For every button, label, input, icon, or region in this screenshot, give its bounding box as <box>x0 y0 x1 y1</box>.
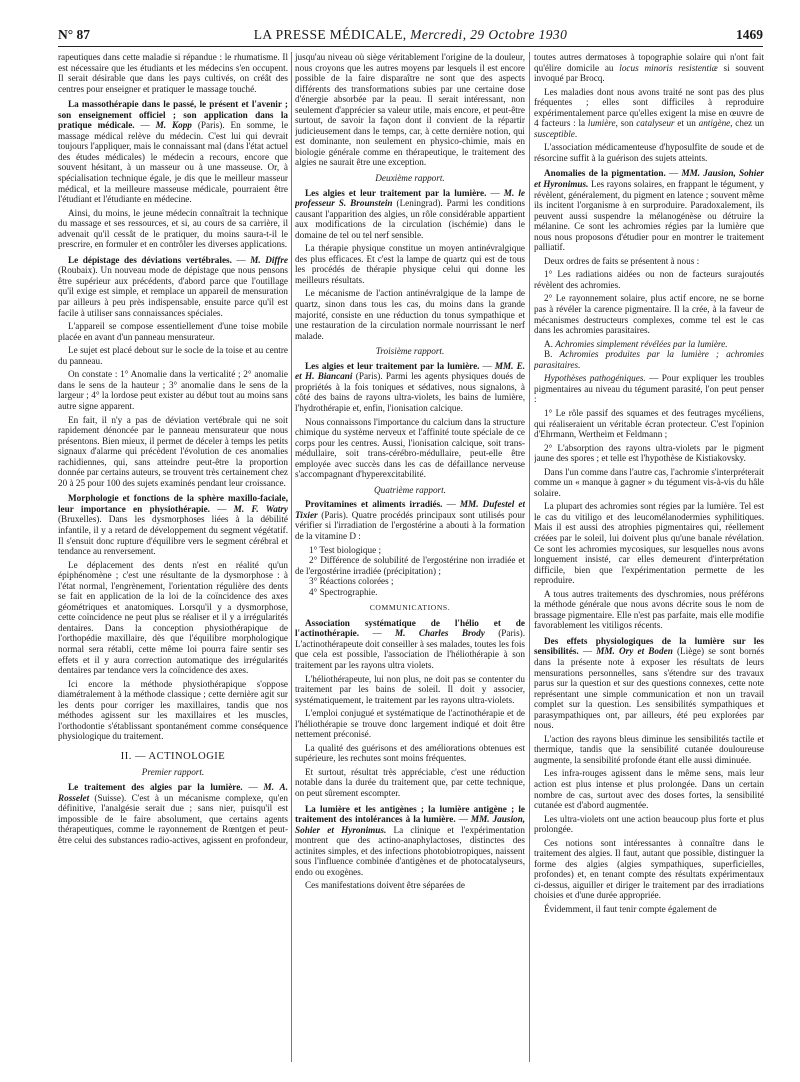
article-author: M. Diffre <box>250 254 288 265</box>
paragraph: jusqu'au niveau où siège véritablement l'origine de la douleur, nous croyons que les autres moyens par lesquels il est encore possible de la faire disparaître ne sont que des aspects différents des transformations subies par une certaine dose d'énergie absorbée par la peau. Il serait intéressant, non seulement d'apprécier sa valeur utile, mais encore, et peut-être surtout, de savoir la façon dont il convient de la répartir judicieusement dans le temps, car, à cette dernière notion, qui est dominante, non seulement en physico-chimie, mais en biologie générale comme en thérapeutique, le traitement des algies ne saurait être une exception. <box>295 52 525 168</box>
article-body: (Paris). En somme, le massage médical relève du médecin. C'est lui qui devrait toujours l'appliquer, mais le connaissant mal (dans l'état actuel des études médicales) le médecin a recours, encore que souvent hésitant, à un masseur ou à une masseuse. Or, à spécialisation technique égale, je dis que le meilleur masseur médical, et la meilleure masseuse médicale, pourraient être l'étudiant et l'étudiante en médecine. <box>58 120 288 205</box>
header-rule <box>58 46 763 47</box>
article-body: (Paris). Quatre procédés principaux sont utilisés pour vérifier si l'irradiation de l'ergostérine a abouti à la formation de la vitamine D : <box>295 509 525 541</box>
article-author: M. le professeur S. Brounstein <box>295 187 525 209</box>
article-body: (Paris). Parmi les agents physiques doués de propriétés à la fois toniques et sédatives, nous signalons, à côté des bains de rayons ultra-violets, les bains de lumière, l'hydrothérapie et, enfin, l'ionisation calcique. <box>295 371 525 413</box>
article-body: (Liège) se sont bornés dans la présente note à exposer les résultats de leurs mensurations personnelles, sans s'étendre sur des travaux parus sur la question et sur des questions connexes, cette note représentant une simple communication et non un travail complet sur la question. Les sensibilités sympathiques et parasympathiques ont, par ailleurs, été peu explorées par nous. <box>534 646 764 731</box>
article-heading: Le traitement des algies par la lumière. <box>68 782 243 792</box>
text-run: , son <box>615 118 634 129</box>
article-heading: La lumière et les antigènes ; la lumière antigène ; le traitement des intolérances à la lumière. <box>295 803 525 825</box>
article-body: (Bruxelles). Dans les dysmorphoses liées à la débilité infantile, il y a retard de développement du segment végétatif. Il s'ensuit donc rupture d'équilibre vers le segment cérébral et tendance au renversement. <box>58 514 288 557</box>
communications-heading: COMMUNICATIONS. <box>369 603 451 613</box>
paragraph: Le mécanisme de l'action antinévralgique de la lampe de quartz, sinon dans tous les cas, du moins dans la grande majorité, consiste en une réduction du tonus sympathique et une restauration de la circulation normale nourrissant le nerf malade. <box>295 288 525 341</box>
paragraph <box>534 52 764 84</box>
article-morphologie: Morphologie et fonctions de la sphère maxillo-faciale, leur importance en physiothérapie. — M. F. Watry (Bruxelles). Dans les dysmorphoses liées à la débilité infantile, il y a retard de développement du segment végétatif. Il s'ensuit donc rupture d'équilibre vers le segment cérébral et tendance au renversement. <box>58 493 288 557</box>
issue-date: Mercredi, 29 Octobre 1930 <box>410 27 568 42</box>
article-author: M. Kopp <box>155 120 192 131</box>
paragraph: On constate : 1° Anomalie dans la verticalité ; 2° anomalie dans le sens de la hauteur ; 3° anomalie dans le sens de la largeur ; 4° la lordose peut exister au début tout au moins sans autre signe apparent. <box>58 369 288 411</box>
journal-title <box>58 26 763 44</box>
article-algies: Le traitement des algies par la lumière. — M. A. Rosselet (Suisse). C'est à un mécanisme complexe, qu'en définitive, l'analgésie serait due ; sans nier, puisqu'il est impossible de le faire absolument, que certains agents thérapeutiques, comme le rayonnement de Rœntgen et peut-être celui des substances radio-actives, agissent en profondeur, <box>58 782 288 845</box>
paragraph: Deux ordres de faits se présentent à nous : <box>544 255 700 266</box>
article-provitamines: Provitamines et aliments irradiés. — MM. Dufestel et Tixier (Paris). Quatre procédés principaux sont utilisés pour vérifier si l'irradiation de l'ergostérine a abouti à la formation de la vitamine D : <box>295 499 525 541</box>
italic-term: Hypothèses pathogéniques. <box>544 373 646 384</box>
article-pigmentation: Anomalies de la pigmentation. — MM. Jausion, Sohier et Hyronimus. Les rayons solaires, en frappant le tégument, y révèlent, généralement, du pigment en latence ; souvent même ils incitent l'organisme à en surproduire. Paradoxalement, ils peuvent aussi suspendre la mélanogénèse ou détruire la mélanine. Ce sont les achromies régies par la lumière que nous nous proposons d'étudier pour en montrer le traitement palliatif. <box>534 168 764 253</box>
text-run: Les maladies dont nous avons traité ne sont pas des plus fréquentes ; elles sont difficiles à reproduire expérimentalement parce qu'elles exigent la mise en œuvre de 4 facteurs : la <box>534 86 764 129</box>
text-run: si souvent invoqué par Brocq. <box>534 62 764 84</box>
article-body: (Roubaix). Un nouveau mode de dépistage que nous pensons être supérieur aux précédents, d'abord parce que l'outillage qu'il exige est simple, et remplace un appareil de mensuration par ailleurs à peu près indispensable, ensuite parce qu'il est facile à utiliser sans connaissances spéciales. <box>58 265 288 318</box>
article-author: MM. Ory et Boden <box>596 646 673 657</box>
text-run: B. <box>544 349 553 360</box>
column-2 <box>295 52 525 1062</box>
article-heading: Le dépistage des déviations vertébrales. <box>68 254 232 265</box>
article-heading: Morphologie et fonctions de la sphère maxillo-faciale, leur importance en physiothérapie. <box>58 493 288 514</box>
italic-term: Achromies produites par la lumière ; achromies parasitaires. <box>534 349 764 370</box>
paragraph: Les infra-rouges agissent dans le même sens, mais leur action est plus intense et plus prolongée. Dans un certain nombre de cas, surtout avec des doses fortes, la sensibilité cutanée est d'abord augmentée. <box>534 768 764 811</box>
issue-number: N° 87 <box>58 27 91 42</box>
italic-term: lumière <box>587 118 616 129</box>
list-item: 2° L'absorption des rayons ultra-violets par le pigment jaune des spores ; et telle est l'hypothèse de Kistiakovsky. <box>534 442 764 464</box>
paragraph: Et surtout, résultat très appréciable, c'est une réduction notable dans la durée du traitement que, par cette technique, on peut sûrement escompter. <box>295 766 525 798</box>
journal-name: LA PRESSE MÉDICALE, <box>253 27 411 42</box>
italic-term: antigène <box>698 118 731 129</box>
article-heading: Provitamines et aliments irradiés. <box>305 499 443 510</box>
paragraph: Ainsi, du moins, le jeune médecin connaîtrait la technique du massage et ses ressources, et si, au cours de sa carrière, il advenait qu'il cessât de le pratiquer, du moins saura-t-il le prescrire, en formuler et en contrôler les diverses applications. <box>58 207 288 250</box>
report-heading: Deuxième rapport. <box>375 173 445 184</box>
paragraph: Ces notions sont intéressantes à connaître dans le traitement des algies. Il faut, autant que possible, distinguer la forme des algies (algies sympathiques, superficielles, profondes) et, en tenant compte des résultats expérimentaux ci-dessus, aiguiller et diriger le traitement par des irradiations choisies et d'une durée appropriée. <box>534 837 764 901</box>
article-body: La clinique et l'expérimentation montrent que des actino-anaphylactoses, distinctes des actinites simples, et des infections photobiotropiques, naissent sous l'influence combinée d'antigènes et de photocatalyseurs, endo ou exogènes. <box>295 824 525 877</box>
article-heading: Des effets physiologiques de la lumière sur les sensibilités. <box>534 635 764 657</box>
list-item: 4° Spectrographie. <box>309 586 378 597</box>
article-antigenes: La lumière et les antigènes ; la lumière antigène ; le traitement des intolérances à la lumière. — MM. Jausion, Sohier et Hyronimus. La clinique et l'expérimentation montrent que des actino-anaphylactoses, distinctes des actinites simples, et des infections photobiotropiques, naissent sous l'influence combinée d'antigènes et de photocatalyseurs, endo ou exogènes. <box>295 803 525 877</box>
paragraph: Le sujet est placé debout sur le socle de la toise et au centre du panneau. <box>58 345 288 366</box>
article-body: (Suisse). C'est à un mécanisme complexe, qu'en définitive, l'analgésie serait due ; sans nier, puisqu'il est impossible de le faire absolument, que certains agents thérapeutiques, comme le rayonnement de Rœntgen et peut-être celui des substances radio-actives, agissent en profondeur, <box>58 792 288 845</box>
article-heading: Association systématique de l'hélio et de l'actinothérapie. <box>295 617 525 639</box>
paragraph: Le déplacement des dents n'est en réalité qu'un épiphénomène ; c'est une résultante de la dysmorphose : à l'état normal, l'engrènement, l'orientation régulière des dents se fait en application de la loi de la coïncidence des axes géométriques et anatomiques. Lorsqu'il y a dysmorphose, cette coïncidence ne peut plus se réaliser et il y a irrégularités dentaires. Dans la conception physiothérapique de l'orthopédie maxillaire, dès que l'équilibre morphologique normal sera rétabli, cette même loi pourra faire sentir ses effets et il y aura correction automatique des irrégularités dentaires par tendance vers la coïncidence des axes. <box>58 559 288 676</box>
report-heading: Troisième rapport. <box>375 346 445 357</box>
list-item <box>534 339 764 350</box>
list-item: 2° Le rayonnement solaire, plus actif encore, ne se borne pas à révéler la carence pigmentaire. Il la crée, à la faveur de mécanismes destructeurs complexes, comme tel est le cas dans les achromies parasitaires. <box>534 293 764 336</box>
text-run: — Pour expliquer les troubles pigmentaires au niveau du tégument parasité, l'on peut penser : <box>534 373 764 405</box>
article-association: Association systématique de l'hélio et de l'actinothérapie. — M. Charles Brody (Paris). L'actinothérapeute doit conseiller à ses malades, toutes les fois que cela est possible, l'association de l'héliothérapie à son traitement par les rayons ultra violets. <box>295 617 525 670</box>
article-author: MM. Dufestel et Tixier <box>295 499 525 520</box>
article-author: MM. E. et H. Biancani <box>295 360 525 382</box>
list-item <box>534 349 764 370</box>
paragraph: Ces manifestations doivent être séparées de <box>305 880 465 891</box>
column-separator <box>529 52 530 1062</box>
article-author: M. A. Rosselet <box>58 782 288 803</box>
article-author: M. Charles Brody <box>395 628 485 639</box>
paragraph: La thérapie physique constitue un moyen antinévralgique des plus efficaces. Et c'est la lampe de quartz qui est de tous les procédés de thérapie physique celui qui donne les meilleurs résultats. <box>295 243 525 285</box>
text-run: toutes autres dermatoses à topographie solaire qui n'ont fait qu'élire domicile au <box>534 52 764 73</box>
article-body: (Paris). L'actinothérapeute doit conseiller à ses malades, toutes les fois que cela est possible, l'association de l'héliothérapie à son traitement par les rayons ultra violets. <box>295 628 525 670</box>
paragraph: L'héliothérapeute, lui non plus, ne doit pas se contenter du traitement par les bains de soleil. Il doit y associer, systématiquement, le traitement par les rayons ultra-violets. <box>295 673 525 705</box>
article-heading: Les algies et leur traitement par la lumière. <box>305 360 480 371</box>
section-heading: II. — ACTINOLOGIE <box>120 750 226 762</box>
text-run: . <box>574 128 578 139</box>
italic-term: catalyseur <box>636 118 675 129</box>
article-algies-3: Les algies et leur traitement par la lumière. — MM. E. et H. Biancani (Paris). Parmi les agents physiques doués de propriétés à la fois toniques et sédatives, nous signalons, à côté des bains de rayons ultra-violets, les bains de lumière, l'hydrothérapie et, enfin, l'ionisation calcique. <box>295 360 525 413</box>
paragraph: L'appareil se compose essentiellement d'une toise mobile placée en avant d'un panneau mensurateur. <box>58 321 288 342</box>
paragraph: En fait, il n'y a pas de déviation vertébrale qui ne soit rapidement dénoncée par le panneau mensurateur que nous présentons. Bien mieux, il permet de déceler à temps les petits signaux d'alarme qui précèdent l'évolution de ces anomalies rachidiennes, qui, sans atteindre peut-être la proportion donnée par certains auteurs, se trouvent très certainement chez 20 à 25 pour 100 des sujets examinés pendant leur croissance. <box>58 414 288 488</box>
article-author: M. F. Watry <box>233 503 288 514</box>
column-3 <box>534 52 764 1062</box>
article-heading: Les algies et leur traitement par la lumière. <box>305 187 487 198</box>
list-item: 3° Réactions colorées ; <box>309 576 394 587</box>
paragraph: Dans l'un comme dans l'autre cas, l'achromie s'interpréterait comme un « manque à gagner » du tégument vis-à-vis du hâle solaire. <box>534 466 764 498</box>
article-massotherapie: La massothérapie dans le passé, le présent et l'avenir ; son enseignement officiel ; son application dans la pratique médicale. — M. Kopp (Paris). En somme, le massage médical relève du médecin. C'est lui qui devrait toujours l'appliquer, mais le connaissant mal (dans l'état actuel des études médicales) le médecin a recours, encore que souvent hésitant, à un masseur ou à une masseuse. Or, à spécialisation technique égale, je dis que le meilleur masseur médical, et la meilleure masseuse médicale, pourraient être l'étudiant et l'étudiante en médecine. <box>58 99 288 205</box>
text-run: A. <box>544 338 553 349</box>
masthead <box>58 26 763 44</box>
report-heading: Premier rapport. <box>141 767 205 778</box>
list-item: 2° Différence de solubilité de l'ergostérine non irradiée et de l'ergostérine irradiée (précipitation) ; <box>295 555 525 576</box>
paragraph: A tous autres traitements des dyschromies, nous préférons la méthode générale que nous avons décrite sous le nom de brassage pigmentaire. Elle n'est pas parfaite, mais elle modifie favorablement les vitiligos récents. <box>534 588 764 631</box>
italic-term: susceptible <box>534 128 575 139</box>
paragraph: Les ultra-violets ont une action beaucoup plus forte et plus prolongée. <box>534 813 764 835</box>
paragraph: L'emploi conjugué et systématique de l'actinothérapie et de l'héliothérapie se trouve donc largement indiqué et doit être nettement préconisé. <box>295 708 525 740</box>
report-heading: Quatrième rapport. <box>374 484 446 495</box>
text-run: , chez un <box>730 118 764 129</box>
list-item: 1° Les radiations aidées ou non de facteurs surajoutés révèlent des achromies. <box>534 269 764 290</box>
article-body: (Leningrad). Parmi les conditions causant l'apparition des algies, un rôle considérable appartient aux modifications de la circulation (ischémie) dans le domaine de tel ou tel nerf sensible. <box>295 198 525 240</box>
paragraph <box>534 373 764 405</box>
paragraph: Évidemment, il faut tenir compte également de <box>544 904 717 915</box>
paragraph: La qualité des guérisons et des améliorations obtenues est supérieure, les rechutes sont moins fréquentes. <box>295 742 525 764</box>
article-author: MM. Jausion, Sohier et Hyronimus. <box>534 168 764 190</box>
italic-term: locus minoris resistentiæ <box>619 62 718 73</box>
article-algies-2: Les algies et leur traitement par la lumière. — M. le professeur S. Brounstein (Leningrad). Parmi les conditions causant l'apparition des algies, un rôle considérable appartient aux modifications de la circulation (ischémie) dans le domaine de tel ou tel nerf sensible. <box>295 187 525 240</box>
column-1 <box>58 52 288 1062</box>
page-number: 1469 <box>736 27 763 42</box>
article-heading: La massothérapie dans le passé, le présent et l'avenir ; son enseignement officiel ; son application dans la pratique médicale. <box>58 99 288 131</box>
article-body: Les rayons solaires, en frappant le tégument, y révèlent, généralement, du pigment en latence ; souvent même ils incitent l'organisme à en surproduire. Paradoxalement, ils peuvent aussi suspendre la mélanogénèse ou détruire la mélanine. Ce sont les achromies régies par la lumière que nous nous proposons d'étudier pour en montrer le traitement palliatif. <box>534 179 764 253</box>
paragraph: La plupart des achromies sont régies par la lumière. Tel est le cas du vitiligo et des leucomélanodermies syphilitiques. Mais il est aussi des atrophies pigmentaires qui, réellement créées par le soleil, lui doivent plus qu'une banale révélation. Ce sont les achromies mycosiques, sur lesquelles nous avons longuement insisté, car elles demeurent d'interprétation difficile, bien que l'expérimentation permette de les reproduire. <box>534 501 764 586</box>
paragraph: Ici encore la méthode physiothérapique s'oppose diamétralement à la méthode classique ; cette dernière agit sur les dents pour corriger les maxillaires, tandis que nos méthodes agissent sur les maxillaires et les muscles, l'orthodontie s'établissant spontanément comme conséquence physiologique du traitement. <box>58 678 288 742</box>
paragraph: L'association médicamenteuse d'hyposulfite de soude et de résorcine suffit à la guérison des sujets atteints. <box>534 142 764 163</box>
article-effets: Des effets physiologiques de la lumière sur les sensibilités. — MM. Ory et Boden (Liège) se sont bornés dans la présente note à exposer les résultats de leurs mensurations personnelles, sans s'étendre sur des travaux parus sur la question et sur des questions connexes, cette note représentant une simple communication et non un travail complet sur la question. Les sensibilités sympathiques et parasympathiques ont, par ailleurs, été peu explorées par nous. <box>534 635 764 731</box>
article-author: MM. Jausion, Sohier et Hyronimus. <box>295 814 525 835</box>
paragraph <box>534 87 764 140</box>
italic-term: Achromies simplement révélées par la lumière. <box>555 338 728 349</box>
paragraph: Nous connaissons l'importance du calcium dans la structure chimique du système nerveux et l'affinité toute spéciale de ce corps pour les centres. Aussi, l'ionisation calcique, soit trans-médullaire, soit trans-cérébro-médullaire, peut-elle être employée avec succès dans les cas de défaillance nerveuse s'accompagnant d'hyperexcitabilité. <box>295 416 525 480</box>
list-item: 1° Test biologique ; <box>309 544 382 555</box>
column-separator <box>291 52 292 1062</box>
paragraph: rapeutiques dans cette maladie si répandue : le rhumatisme. Il est nécessaire que les étudiants et les médecins s'en occupent. Il serait désirable que dans les pays cultivés, on créât des centres pour enseigner et pratiquer le massage touché. <box>58 52 288 94</box>
list-item: 1° Le rôle passif des squames et des feutrages mycéliens, qui réaliseraient un véritable écran protecteur. C'est l'opinion d'Ehrmann, Wertheim et Feldmann ; <box>534 407 764 440</box>
text-run: et un <box>677 118 696 129</box>
paragraph: L'action des rayons bleus diminue les sensibilités tactile et thermique, tandis que la sensibilité cutanée douloureuse augmente, la sensibilité profonde étant elle aussi diminuée. <box>534 733 764 765</box>
article-heading: Anomalies de la pigmentation. <box>544 168 666 179</box>
article-depistage: Le dépistage des déviations vertébrales. — M. Diffre (Roubaix). Un nouveau mode de dépistage que nous pensons être supérieur aux précédents, d'abord parce que l'outillage qu'il exige est simple, et remplace un appareil de mensuration par ailleurs à peu près indispensable, ensuite parce qu'il est facile à utiliser sans connaissances spéciales. <box>58 254 288 318</box>
